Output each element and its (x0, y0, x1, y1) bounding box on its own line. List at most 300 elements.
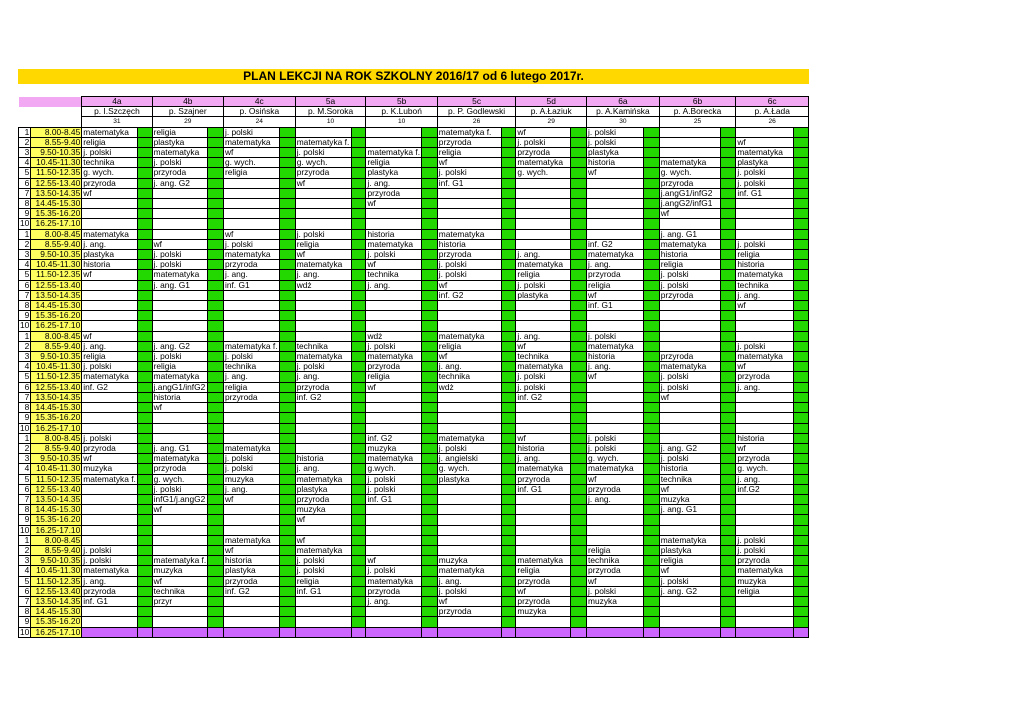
green-column-cell (279, 433, 295, 443)
lesson-cell: wf (736, 137, 794, 147)
green-column-cell (501, 239, 516, 249)
green-column-cell (279, 566, 295, 576)
lesson-cell (516, 229, 571, 239)
lesson-cell (295, 219, 351, 229)
green-column-cell (501, 494, 516, 504)
green-column-cell (571, 260, 587, 270)
lesson-row (19, 229, 809, 239)
lesson-cell: matematyka (366, 454, 422, 464)
lesson-cell (295, 311, 351, 321)
lesson-cell (223, 301, 279, 311)
green-column-cell (351, 403, 366, 413)
green-column-cell (571, 127, 587, 137)
room-header: 31 (82, 117, 152, 127)
lesson-cell: j. ang. (736, 474, 794, 484)
lesson-cell (587, 178, 644, 188)
lesson-cell: inf. G2 (516, 392, 571, 402)
lesson-cell: matematyka (516, 158, 571, 168)
green-column-cell (571, 229, 587, 239)
lesson-cell: j. polski (223, 127, 279, 137)
lesson-cell: wf (659, 484, 720, 494)
green-column-cell (571, 556, 587, 566)
green-column-cell (794, 443, 809, 453)
lesson-cell: matematyka (295, 545, 351, 555)
green-column-cell (501, 301, 516, 311)
green-column-cell (643, 199, 659, 209)
green-column-cell (794, 290, 809, 300)
room-header: 10 (295, 117, 366, 127)
lesson-cell (736, 199, 794, 209)
green-column-cell (794, 270, 809, 280)
lesson-cell: przyroda (366, 586, 422, 596)
green-column-cell (279, 168, 295, 178)
lesson-cell: matematyka (516, 556, 571, 566)
lesson-time: 11.50-12.35 (31, 372, 82, 382)
green-column-cell (279, 484, 295, 494)
green-column-cell (794, 158, 809, 168)
lesson-cell: j. polski (736, 535, 794, 545)
lesson-row (19, 301, 809, 311)
green-column-cell (794, 372, 809, 382)
green-column-cell (137, 362, 152, 372)
lesson-cell: matematyka (82, 127, 138, 137)
lesson-cell: matematyka (223, 535, 279, 545)
green-column-cell (422, 199, 438, 209)
lesson-cell: przyroda (659, 352, 720, 362)
green-column-cell (279, 311, 295, 321)
lesson-cell (152, 535, 208, 545)
lesson-cell (152, 607, 208, 617)
green-column-cell (208, 607, 224, 617)
green-column-cell (279, 596, 295, 606)
lesson-cell (437, 423, 501, 433)
lesson-cell: wf (366, 199, 422, 209)
green-column-cell (137, 586, 152, 596)
green-column-cell (643, 372, 659, 382)
lesson-cell: przyroda (437, 607, 501, 617)
lesson-cell: plastyka (736, 158, 794, 168)
lesson-number: 5 (19, 474, 31, 484)
lesson-cell: j. polski (295, 566, 351, 576)
green-column-cell (720, 607, 736, 617)
green-column-cell (208, 280, 224, 290)
green-column-cell (422, 168, 438, 178)
green-column-cell (720, 270, 736, 280)
lesson-cell (152, 413, 208, 423)
lesson-cell: wf (437, 352, 501, 362)
lesson-cell: wf (223, 494, 279, 504)
lesson-cell: muzyka (223, 474, 279, 484)
lesson-cell (152, 209, 208, 219)
green-column-cell (720, 127, 736, 137)
lesson-cell: j. polski (366, 484, 422, 494)
green-column-cell (422, 566, 438, 576)
green-column-cell (137, 239, 152, 249)
lesson-cell: przyroda (659, 178, 720, 188)
lesson-cell: przyroda (587, 270, 644, 280)
green-column-cell (422, 556, 438, 566)
lesson-cell (295, 331, 351, 341)
lesson-cell (516, 494, 571, 504)
green-column-cell (137, 260, 152, 270)
green-column-cell (137, 433, 152, 443)
lesson-cell (295, 617, 351, 627)
lesson-cell: wf (295, 178, 351, 188)
lesson-cell: matematyka (659, 239, 720, 249)
lesson-cell: przyroda (587, 484, 644, 494)
lesson-cell (659, 219, 720, 229)
green-column-cell (720, 239, 736, 249)
lesson-cell: matematyka (82, 566, 138, 576)
lesson-cell: wf (223, 229, 279, 239)
lesson-cell (587, 229, 644, 239)
lesson-cell (366, 290, 422, 300)
lesson-time: 11.50-12.35 (31, 474, 82, 484)
lesson-cell: matematyka (659, 535, 720, 545)
lesson-cell: wf (366, 556, 422, 566)
lesson-cell: historia (736, 260, 794, 270)
lesson-cell: j. polski (736, 545, 794, 555)
green-column-cell (137, 321, 152, 331)
green-column-cell (794, 505, 809, 515)
lesson-cell: historia (152, 392, 208, 402)
lesson-row (19, 260, 809, 270)
lesson-cell (587, 209, 644, 219)
lesson-cell: j. polski (587, 331, 644, 341)
green-column-cell (137, 137, 152, 147)
green-column-cell (208, 250, 224, 260)
lesson-cell: historia (366, 229, 422, 239)
green-column-cell (720, 423, 736, 433)
green-column-cell (137, 290, 152, 300)
green-column-cell (351, 372, 366, 382)
green-column-cell (501, 515, 516, 525)
lesson-cell (152, 321, 208, 331)
green-column-cell (643, 535, 659, 545)
lesson-cell: wf (295, 535, 351, 545)
green-column-cell (351, 158, 366, 168)
lesson-number: 3 (19, 454, 31, 464)
green-column-cell (137, 535, 152, 545)
lesson-cell: technika (516, 352, 571, 362)
lesson-cell: plastyka (295, 484, 351, 494)
lesson-cell: historia (516, 443, 571, 453)
green-column-cell (137, 148, 152, 158)
teacher-header: p. K.Luboń (366, 107, 437, 117)
lesson-cell: matematyka (659, 362, 720, 372)
green-column-cell (794, 464, 809, 474)
green-column-cell (422, 413, 438, 423)
green-column-cell (720, 515, 736, 525)
lesson-cell: j. polski (366, 250, 422, 260)
lesson-cell: technika (366, 270, 422, 280)
lesson-cell: historia (223, 556, 279, 566)
green-column-cell (208, 178, 224, 188)
lesson-cell: matematyka f. (296, 137, 350, 147)
green-column-cell (422, 362, 438, 372)
green-column-cell (571, 148, 587, 158)
green-column-cell (351, 352, 366, 362)
lesson-cell: historia (659, 464, 720, 474)
green-column-cell (501, 199, 516, 209)
green-column-cell (794, 484, 809, 494)
green-column-cell (571, 352, 587, 362)
lesson-cell (366, 505, 422, 515)
green-column-cell (422, 341, 438, 351)
lesson-cell: wf (659, 392, 720, 402)
lesson-cell (659, 607, 720, 617)
green-column-cell (137, 545, 152, 555)
green-column-cell (422, 260, 438, 270)
green-column-cell (137, 403, 152, 413)
green-column-cell (501, 127, 516, 137)
green-column-cell (208, 413, 224, 423)
lesson-cell: technika (659, 474, 720, 484)
lesson-cell: wf (516, 341, 571, 351)
lesson-cell: wdż (366, 331, 422, 341)
lesson-cell (366, 392, 422, 402)
lesson-cell: j. polski (152, 352, 208, 362)
green-column-cell (571, 219, 587, 229)
green-column-cell (422, 494, 438, 504)
green-column-cell (643, 515, 659, 525)
green-column-cell (422, 311, 438, 321)
lesson-number: 3 (19, 556, 31, 566)
lesson-cell: g. wych. (223, 158, 279, 168)
green-column-cell (137, 617, 152, 627)
lesson-cell: wf (366, 260, 422, 270)
lesson-cell: religia (437, 341, 501, 351)
lesson-cell: wf (587, 168, 644, 178)
lesson-cell (437, 321, 501, 331)
lesson-cell: j. ang. (223, 270, 279, 280)
green-column-cell (279, 321, 295, 331)
lesson-cell (587, 392, 644, 402)
lesson-cell: j. polski (295, 556, 351, 566)
lesson-cell: technika (295, 341, 351, 351)
lesson-cell (587, 219, 644, 229)
green-column-cell (422, 607, 438, 617)
lesson-cell: g. wych. (587, 454, 644, 464)
green-column-cell (720, 229, 736, 239)
green-column-cell (501, 525, 516, 535)
lesson-cell: muzyka (587, 596, 644, 606)
green-column-cell (571, 188, 587, 198)
lesson-row (19, 545, 809, 555)
lesson-cell (736, 219, 794, 229)
green-column-cell (351, 423, 366, 433)
lesson-cell (659, 433, 720, 443)
lesson-cell: j. polski (437, 443, 501, 453)
lesson-cell (366, 423, 422, 433)
green-column-cell (208, 515, 224, 525)
lesson-time: 9.50-10.35 (31, 556, 82, 566)
lesson-cell: plastyka (587, 148, 644, 158)
lesson-cell (516, 535, 571, 545)
green-column-cell (422, 158, 438, 168)
lesson-cell (82, 617, 138, 627)
green-column-cell (422, 627, 438, 637)
lesson-cell (152, 229, 208, 239)
lesson-cell (659, 617, 720, 627)
green-column-cell (351, 454, 366, 464)
lesson-cell: wf (152, 576, 208, 586)
lesson-cell (516, 239, 571, 249)
lesson-cell: wf (437, 596, 501, 606)
green-column-cell (643, 607, 659, 617)
green-column-cell (422, 403, 438, 413)
green-column-cell (208, 433, 224, 443)
lesson-cell (152, 331, 208, 341)
green-column-cell (208, 576, 224, 586)
green-column-cell (501, 260, 516, 270)
lesson-cell: inf. G1 (223, 280, 279, 290)
green-column-cell (422, 137, 438, 147)
lesson-cell (295, 607, 351, 617)
lesson-cell: technika (437, 372, 501, 382)
lesson-number: 7 (19, 494, 31, 504)
lesson-cell (152, 525, 208, 535)
lesson-cell: j. polski (223, 239, 279, 249)
lesson-cell: j. polski (587, 433, 644, 443)
lesson-cell (437, 209, 501, 219)
green-column-cell (720, 362, 736, 372)
class-header: 5a (295, 97, 366, 107)
lesson-cell (82, 525, 138, 535)
lesson-time: 16.25-17.10 (31, 423, 82, 433)
green-column-cell (208, 617, 224, 627)
green-column-cell (794, 229, 809, 239)
lesson-time: 10.45-11.30 (31, 566, 82, 576)
lesson-cell: j. polski (659, 270, 720, 280)
green-column-cell (279, 372, 295, 382)
lesson-cell: przyroda (295, 494, 351, 504)
green-column-cell (351, 433, 366, 443)
green-column-cell (720, 199, 736, 209)
teacher-header: p. A.Łaziuk (516, 107, 587, 117)
lesson-cell (82, 413, 138, 423)
lesson-cell: religia (223, 168, 279, 178)
lesson-time: 13.50-14.35 (31, 392, 82, 402)
lesson-cell: technika (736, 280, 794, 290)
lesson-cell (736, 607, 794, 617)
lesson-cell (295, 209, 351, 219)
green-column-cell (279, 127, 295, 137)
lesson-cell: wf (516, 127, 571, 137)
lesson-row (19, 270, 809, 280)
green-column-cell (279, 454, 295, 464)
green-column-cell (643, 178, 659, 188)
green-column-cell (720, 178, 736, 188)
lesson-cell: matematyka (587, 464, 644, 474)
green-column-cell (720, 464, 736, 474)
lesson-cell (437, 525, 501, 535)
lesson-cell: j. polski (152, 484, 208, 494)
green-column-cell (501, 505, 516, 515)
lesson-cell: j. polski (152, 260, 208, 270)
lesson-cell (659, 627, 720, 637)
lesson-number: 5 (19, 168, 31, 178)
green-column-cell (279, 250, 295, 260)
lesson-number: 10 (20, 423, 30, 433)
green-column-cell (643, 617, 659, 627)
green-column-cell (720, 535, 736, 545)
green-column-cell (571, 158, 587, 168)
green-column-cell (720, 556, 736, 566)
lesson-cell: j. ang. (736, 290, 794, 300)
lesson-cell (437, 545, 501, 555)
green-column-cell (794, 596, 809, 606)
green-column-cell (422, 290, 438, 300)
lesson-cell: wf (516, 433, 571, 443)
green-column-cell (571, 168, 587, 178)
lesson-cell: wf (659, 566, 720, 576)
lesson-cell (366, 525, 422, 535)
lesson-cell: plastyka (659, 545, 720, 555)
green-column-cell (208, 484, 224, 494)
green-column-cell (137, 127, 152, 137)
lesson-cell: wf (437, 280, 501, 290)
green-column-cell (720, 433, 736, 443)
lesson-row (19, 576, 809, 586)
room-header: 24 (223, 117, 295, 127)
lesson-cell: historia (587, 352, 644, 362)
green-column-cell (571, 433, 587, 443)
green-column-cell (571, 331, 587, 341)
green-column-cell (279, 515, 295, 525)
green-column-cell (137, 596, 152, 606)
green-column-cell (720, 341, 736, 351)
green-column-cell (501, 464, 516, 474)
lesson-row (19, 321, 809, 331)
green-column-cell (351, 627, 366, 637)
lesson-row (19, 525, 809, 535)
lesson-cell (152, 188, 208, 198)
lesson-cell (516, 515, 571, 525)
green-column-cell (643, 168, 659, 178)
lesson-cell: wf (587, 474, 644, 484)
green-column-cell (279, 341, 295, 351)
green-column-cell (643, 596, 659, 606)
lesson-row (19, 362, 809, 372)
lesson-number: 9 (19, 617, 31, 627)
green-column-cell (571, 596, 587, 606)
lesson-cell: inf. G1 (82, 596, 138, 606)
lesson-cell (223, 290, 279, 300)
green-column-cell (279, 209, 295, 219)
lesson-cell: religia (587, 545, 644, 555)
green-column-cell (137, 505, 152, 515)
lesson-cell: przyroda (152, 168, 208, 178)
lesson-row (19, 474, 809, 484)
lesson-cell: infG1/j.angG2 (152, 494, 208, 504)
lesson-cell (516, 301, 571, 311)
green-column-cell (279, 199, 295, 209)
green-column-cell (208, 209, 224, 219)
lesson-cell: wdż (437, 382, 501, 392)
green-column-cell (501, 474, 516, 484)
lesson-cell: matematyka (659, 158, 720, 168)
lesson-cell (366, 403, 422, 413)
green-column-cell (208, 239, 224, 249)
lesson-cell: przyroda (437, 137, 501, 147)
room-header: 10 (366, 117, 437, 127)
lesson-cell (82, 535, 138, 545)
green-column-cell (794, 260, 809, 270)
lesson-row (19, 250, 809, 260)
lesson-cell: matematyka (437, 433, 501, 443)
green-column-cell (422, 219, 438, 229)
